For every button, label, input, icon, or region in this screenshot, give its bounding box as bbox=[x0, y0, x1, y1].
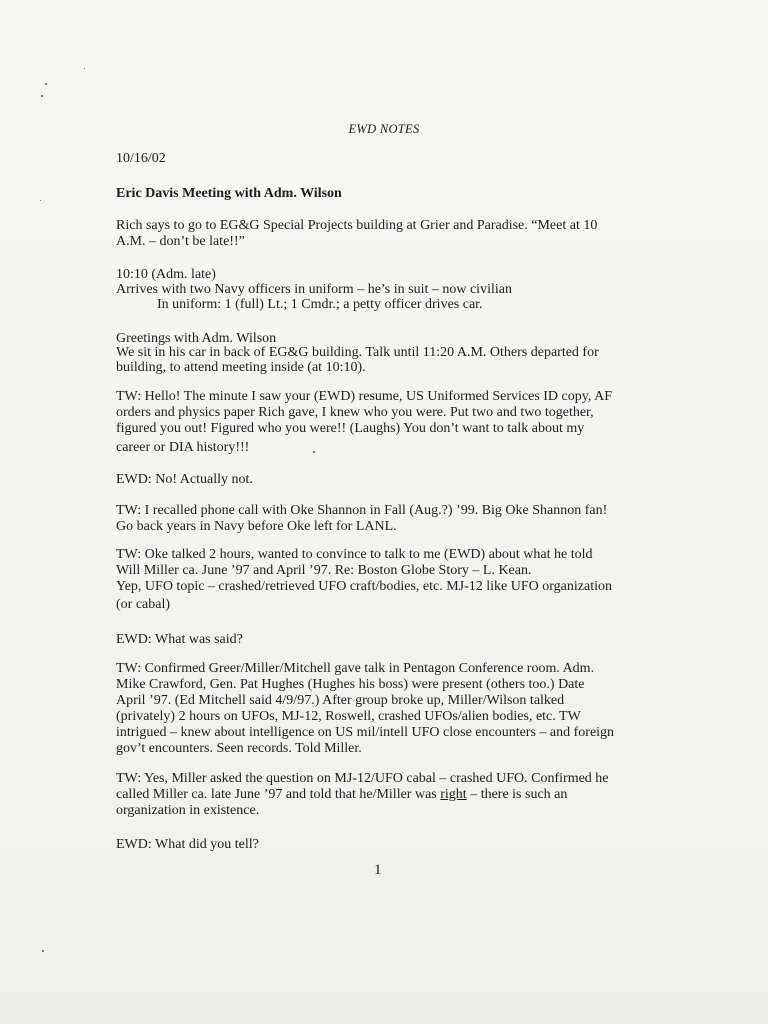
underlined-word: right bbox=[440, 787, 467, 802]
scan-speck bbox=[45, 83, 47, 85]
page-number: 1 bbox=[374, 862, 382, 878]
text-line: (privately) 2 hours on UFOs, MJ-12, Roswell, crashed UFOs/alien bodies, etc. TW bbox=[116, 709, 581, 724]
text-line: Greetings with Adm. Wilson bbox=[116, 331, 277, 346]
scan-speck bbox=[84, 68, 85, 69]
text-line: Arrives with two Navy officers in uniform – he’s in suit – now civilian bbox=[116, 282, 512, 297]
text-line: We sit in his car in back of EG&G building. Talk until 11:20 A.M. Others departed for bbox=[116, 345, 599, 360]
text-line: TW: I recalled phone call with Oke Shannon in Fall (Aug.?) ’99. Big Oke Shannon fan! bbox=[116, 503, 608, 518]
text-line: building, to attend meeting inside (at 10:10). bbox=[116, 360, 366, 375]
text-line: orders and physics paper Rich gave, I knew who you were. Put two and two together, bbox=[116, 405, 594, 420]
text-line: (or cabal) bbox=[116, 597, 171, 612]
text-line: Mike Crawford, Gen. Pat Hughes (Hughes his boss) were present (others too.) Date bbox=[116, 677, 585, 692]
text-line: Go back years in Navy before Oke left for LANL. bbox=[116, 519, 397, 534]
text-line: TW: Yes, Miller asked the question on MJ-12/UFO cabal – crashed UFO. Confirmed he bbox=[116, 771, 609, 786]
text-line: TW: Hello! The minute I saw your (EWD) resume, US Uniformed Services ID copy, AF bbox=[116, 389, 612, 404]
text-line: In uniform: 1 (full) Lt.; 1 Cmdr.; a petty officer drives car. bbox=[157, 297, 483, 312]
text-line: EWD: What was said? bbox=[116, 632, 243, 647]
document-date: 10/16/02 bbox=[116, 151, 166, 166]
text-line: Rich says to go to EG&G Special Projects building at Grier and Paradise. “Meet at 10 bbox=[116, 218, 598, 233]
text-line: intrigued – knew about intelligence on US mil/intell UFO close encounters – and foreign bbox=[116, 725, 615, 740]
text-line: EWD: What did you tell? bbox=[116, 837, 259, 852]
text-line: A.M. – don’t be late!!” bbox=[116, 234, 245, 249]
text-line: figured you out! Figured who you were!! (Laughs) You don’t want to talk about my bbox=[116, 421, 585, 436]
text-line: TW: Confirmed Greer/Miller/Mitchell gave talk in Pentagon Conference room. Adm. bbox=[116, 661, 595, 676]
text-line: April ’97. (Ed Mitchell said 4/9/97.) After group broke up, Miller/Wilson talked bbox=[116, 693, 565, 708]
text-line: EWD: No! Actually not. bbox=[116, 472, 253, 487]
document-title: EWD NOTES bbox=[348, 122, 420, 136]
scan-speck bbox=[41, 95, 43, 97]
text-segment: – there is such an bbox=[466, 787, 568, 802]
text-line bbox=[116, 787, 567, 803]
meeting-heading: Eric Davis Meeting with Adm. Wilson bbox=[116, 186, 342, 201]
scan-speck bbox=[40, 200, 41, 201]
text-line: organization in existence. bbox=[116, 803, 260, 818]
text-line: gov’t encounters. Seen records. Told Miller. bbox=[116, 741, 362, 756]
scan-speck bbox=[313, 451, 315, 453]
scan-speck bbox=[42, 950, 44, 952]
text-line: Yep, UFO topic – crashed/retrieved UFO craft/bodies, etc. MJ-12 like UFO organization bbox=[116, 579, 612, 594]
text-line: Will Miller ca. June ’97 and April ’97. Re: Boston Globe Story – L. Kean. bbox=[116, 563, 532, 578]
text-line: career or DIA history!!! bbox=[116, 440, 250, 455]
text-line: 10:10 (Adm. late) bbox=[116, 267, 216, 282]
text-segment: called Miller ca. late June ’97 and told that he/Miller was bbox=[116, 787, 441, 802]
text-line: TW: Oke talked 2 hours, wanted to convince to talk to me (EWD) about what he told bbox=[116, 547, 593, 562]
